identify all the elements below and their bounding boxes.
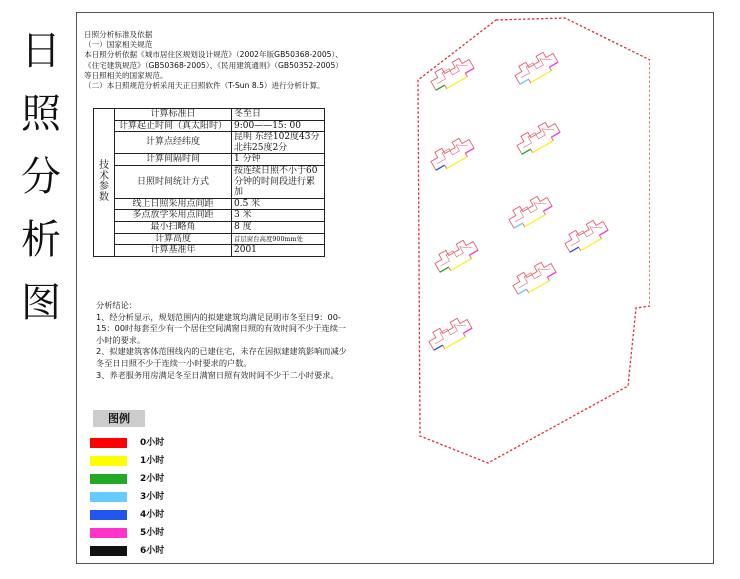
param-label: 多点放学采用点间距 <box>115 210 232 222</box>
title-char: 析 <box>21 217 61 263</box>
basis-line: （一）国家相关规范 <box>84 40 153 50</box>
legend-title: 图例 <box>93 410 145 427</box>
vertical-title <box>14 20 68 335</box>
param-label: 计算间隔时间 <box>115 154 232 166</box>
param-value: 0.5 米 <box>232 198 325 210</box>
title-char: 照 <box>21 91 61 137</box>
legend-label: 2小时 <box>140 474 165 484</box>
building-footprint <box>510 258 558 297</box>
building-footprint <box>426 314 474 353</box>
conclusion-item: 1、经分析显示，规划范围内的拟建建筑均满足昆明市冬至日9：00-15：00时每套至少有一个居住空间满窗日照的有效时间不少于连续一小时的要求。 <box>96 311 347 345</box>
table-row <box>94 109 325 121</box>
param-value: 昆明 东经102度43分 北纬25度2分 <box>232 132 325 154</box>
title-char: 日 <box>21 28 61 74</box>
legend-item <box>90 472 210 486</box>
legend-label: 5小时 <box>140 528 165 538</box>
param-value: 首层窗台高度900mm处 <box>232 233 325 245</box>
conclusion-item: 3、养老服务用房满足冬至日满窗日照有效时间不少于二小时要求。 <box>96 369 339 380</box>
table-row <box>94 132 325 154</box>
param-value: 按连续日照不小于60分钟的时间段进行累加 <box>232 165 325 198</box>
param-value: 8 度 <box>232 221 325 233</box>
legend-swatch <box>90 510 127 520</box>
param-label: 计算基准年 <box>115 245 232 257</box>
table-row <box>94 165 325 198</box>
building-footprint <box>562 216 610 255</box>
conclusion-item: 2、拟建建筑客体范围线内的已建住宅，未存在因拟建建筑影响而减少冬至日日照不少于连续一小时要求的户数。 <box>96 346 347 368</box>
building-footprint <box>514 118 562 157</box>
table-row <box>94 210 325 222</box>
legend-item <box>90 490 210 504</box>
param-value: 9:00——15: 00 <box>232 120 325 132</box>
technical-parameters-table <box>93 108 325 257</box>
legend-label: 6小时 <box>140 546 165 556</box>
title-char: 图 <box>21 280 61 326</box>
building-footprint <box>506 192 554 231</box>
param-label: 日照时间统计方式 <box>115 165 232 198</box>
building-footprint <box>428 134 476 173</box>
basis-heading: 日照分析标准及依据 <box>84 30 153 39</box>
param-value: 2001 <box>232 245 325 257</box>
legend-swatch <box>90 438 127 448</box>
legend-swatch <box>90 456 127 466</box>
param-value: 冬至日 <box>232 109 325 121</box>
legend-label: 1小时 <box>140 456 165 466</box>
legend-swatch <box>90 492 127 502</box>
legend-item <box>90 508 210 522</box>
param-label: 计算起止时间（真太阳时） <box>115 120 232 132</box>
legend-label: 3小时 <box>140 492 165 502</box>
building-footprint <box>512 48 560 87</box>
side-label: 技 术 参 数 <box>94 109 115 257</box>
legend-swatch <box>90 474 127 484</box>
param-label: 计算点经纬度 <box>115 132 232 154</box>
basis-line: （二）本日照规范分析采用天正日照软件（T-Sun 8.5）进行分析计算。 <box>84 81 325 91</box>
legend-item <box>90 544 210 558</box>
conclusion-heading: 分析结论： <box>96 300 137 310</box>
legend-item <box>90 436 210 450</box>
legend-item <box>90 454 210 468</box>
legend-swatch <box>90 546 127 556</box>
param-label: 计算标准日 <box>115 109 232 121</box>
building-footprint <box>432 236 480 275</box>
param-value: 3 米 <box>232 210 325 222</box>
table-row <box>94 221 325 233</box>
legend-label: 0小时 <box>140 438 165 448</box>
analysis-basis <box>84 30 346 91</box>
legend-label: 4小时 <box>140 510 165 520</box>
table-row <box>94 233 325 245</box>
analysis-conclusion <box>96 300 352 381</box>
table-row <box>94 154 325 166</box>
param-label: 计算高度 <box>115 233 232 245</box>
legend-swatch <box>90 528 127 538</box>
table-row <box>94 198 325 210</box>
legend-item <box>90 526 210 540</box>
basis-line: 本日照分析依据《城市居住区规划设计规范》（2002年版GB50368-2005）、《住宅建筑规范》（GB50368-2005）、《民用建筑通则》（GB50352-2005）等日照相关的国家规范。 <box>84 50 343 80</box>
table-row <box>94 245 325 257</box>
param-value: 1 分钟 <box>232 154 325 166</box>
table-row <box>94 120 325 132</box>
building-footprint <box>428 54 476 93</box>
site-plan <box>410 16 650 468</box>
param-label: 线上日照采用点间距 <box>115 198 232 210</box>
param-label: 最小扫略角 <box>115 221 232 233</box>
title-char: 分 <box>21 154 61 200</box>
